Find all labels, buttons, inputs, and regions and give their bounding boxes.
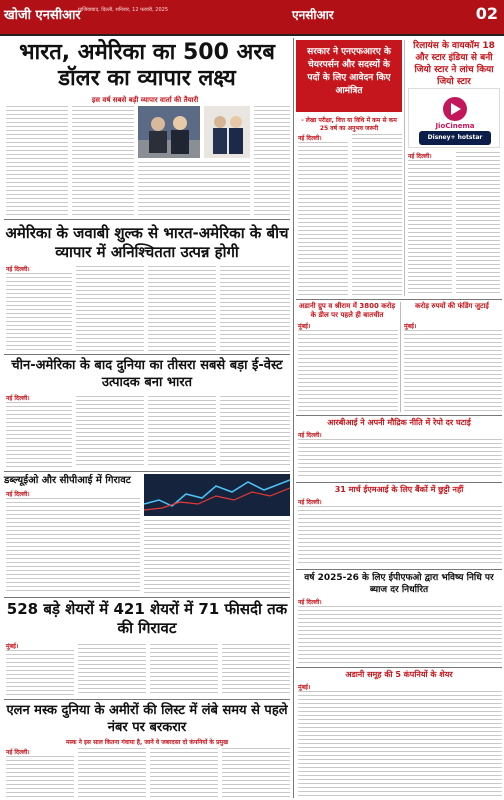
story5-col2 [78, 644, 146, 696]
story6-col4 [222, 748, 290, 798]
right6-headline: 31 मार्च ईएमआई के लिए बैंकों में छुट्टी नहीं [334, 485, 464, 494]
lead-column-3 [254, 106, 290, 216]
story4-headline: डब्ल्यूईओ और सीपीआई में गिरावट [4, 475, 131, 486]
story4-body [6, 498, 140, 594]
divider [4, 219, 290, 220]
story6-col2 [78, 748, 146, 798]
right1-col2 [352, 134, 402, 296]
story3-headline: चीन-अमेरिका के बाद दुनिया का तीसरा सबसे बड़ा ई-वेस्ट उत्पादक बना भारत [11, 358, 283, 390]
right2-byline: नई दिल्ली। [408, 153, 432, 160]
story5-col3 [150, 644, 218, 696]
right7-byline: नई दिल्ली। [298, 599, 322, 606]
right5-body [298, 439, 502, 479]
divider [400, 302, 401, 412]
lead-column-2 [72, 106, 134, 216]
right2-headline: रिलायंस के वायकॉम 18 और स्टार इंडिया से बनी जियो स्टार ने लांच किया जियो स्टार [413, 41, 495, 87]
story6-headline: एलन मस्क दुनिया के अमीरों की लिस्ट में लंबे समय से पहले नंबर पर बरकरार [6, 703, 288, 735]
right5-byline: नई दिल्ली। [298, 432, 322, 439]
story2-byline: नई दिल्ली। [6, 266, 30, 273]
story3-col3 [148, 396, 216, 468]
right1-strap: - लेखा परीक्षा, वित्त या विधि में कम से कम 25 वर्ष का अनुभव जरूरी [301, 117, 397, 132]
jiostar-logo-image [408, 88, 500, 148]
right3-byline: मुंबई। [298, 323, 311, 330]
story2-col3 [148, 266, 216, 351]
divider [4, 471, 290, 472]
story2-col1 [6, 273, 72, 351]
right6-byline: नई दिल्ली। [298, 499, 322, 506]
right1-col1 [298, 142, 348, 296]
story5-headline: 528 बड़े शेयरों में 421 शेयरों में 71 फीसदी तक की गिरावट [6, 600, 288, 637]
masthead-rule [0, 34, 504, 36]
divider [296, 415, 502, 416]
divider [4, 597, 290, 598]
leaders-photo-icon [138, 106, 200, 158]
logo-text: JioCinema [435, 122, 475, 130]
story3-col4 [220, 396, 290, 468]
right4-headline: करोड़ रुपयों की फंडिंग जुटाई [415, 302, 489, 310]
section-name: एनसीआर [292, 8, 334, 22]
divider [296, 667, 502, 668]
story6-col1 [6, 756, 74, 798]
right7-headline: वर्ष 2025-26 के लिए ईपीएफओ द्वारा भविष्य निधि पर ब्याज दर निर्धारित [304, 573, 494, 595]
right8-byline: मुंबई। [298, 684, 311, 691]
brand-name: खोजी एनसीआर [4, 8, 81, 23]
right3-headline: अडानी ग्रुप व श्रीराम में 3800 करोड़ के डील पर पहले ही बातचीत [298, 302, 396, 319]
divider [4, 354, 290, 355]
story3-col2 [76, 396, 144, 468]
story2-col4 [220, 266, 290, 351]
right4-body [404, 330, 502, 412]
right2-col2 [456, 152, 500, 296]
divider [296, 299, 502, 300]
stock-chart-icon [144, 474, 290, 516]
story6-strap: मस्क ने इस साल कितना गंवाया है, जानें वे जबरदस्त दो कंपनियों के प्रमुख [65, 739, 229, 746]
right7-body [298, 606, 502, 664]
story5-byline: मुंबई। [6, 643, 19, 650]
story4-body-2 [144, 520, 290, 594]
story5-col1 [6, 650, 74, 696]
lead-column-1 [6, 106, 68, 216]
right8-body [298, 691, 502, 797]
divider [296, 482, 502, 483]
lead-photo-2 [204, 106, 250, 158]
story3-byline: नई दिल्ली। [6, 395, 30, 402]
lead-headline: भारत, अमेरिका का 500 अरब डॉलर का व्यापार लक्ष्य [19, 40, 275, 91]
right4-byline: मुंबई। [404, 323, 417, 330]
dateline: गाजियाबाद, दिल्ली, शनिवार, 12 फरवरी, 2025 [78, 7, 169, 13]
page-number: 02 [475, 4, 498, 23]
leaders-photo-icon [204, 106, 250, 158]
divider [404, 40, 405, 296]
lead-caption-text [138, 162, 250, 216]
masthead-bar [0, 0, 504, 34]
lead-strap: इस वर्ष सबसे बड़ी व्यापार वार्ता की तैयारी [91, 96, 199, 104]
right2-col1 [408, 160, 452, 296]
story6-col3 [150, 748, 218, 798]
right5-headline: आरबीआई ने अपनी मौद्रिक नीति में रेपो दर घटाई [327, 418, 471, 427]
story3-col1 [6, 402, 72, 468]
right3-body [298, 330, 398, 412]
right8-headline: अडानी समूह की 5 कंपनियों के शेयर [345, 670, 453, 679]
divider [4, 699, 290, 700]
right6-body [298, 506, 502, 566]
story6-byline: नई दिल्ली। [6, 749, 30, 756]
market-image [144, 474, 290, 516]
logo-sub: Disney+ hotstar [427, 134, 483, 141]
divider [296, 569, 502, 570]
column-divider [293, 38, 294, 798]
story4-byline: नई दिल्ली। [6, 491, 30, 498]
lead-photo-1 [138, 106, 200, 158]
story2-headline: अमेरिका के जवाबी शुल्क से भारत-अमेरिका के बीच व्यापार में अनिश्चितता उत्पन्न होगी [5, 224, 289, 261]
story2-col2 [76, 266, 144, 351]
story5-col4 [222, 644, 290, 696]
right1-headline: सरकार ने एनएफआरए के चेयरपर्सन और सदस्यों के पदों के लिए आवेदन किए आमंत्रित [296, 40, 402, 112]
right1-byline: नई दिल्ली। [298, 135, 322, 142]
